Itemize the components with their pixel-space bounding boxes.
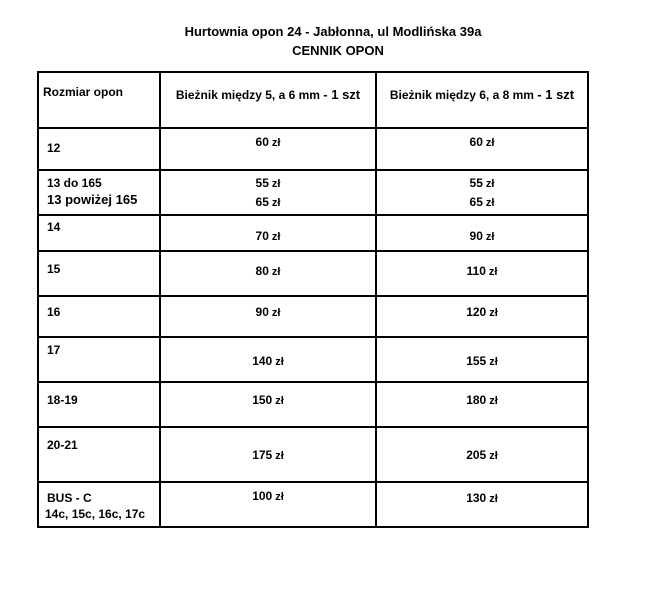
size-label: 17: [47, 343, 61, 357]
cell-size: [38, 482, 160, 527]
cell-price-tread-5-6: [160, 427, 376, 482]
price-value: 65: [255, 195, 269, 209]
price-line: [161, 195, 375, 209]
price-value: 100: [252, 489, 273, 503]
column-header-size-label: Rozmiar opon: [43, 85, 123, 99]
size-label: 16: [47, 305, 61, 319]
cell-price-tread-5-6: [160, 382, 376, 427]
price-line: [161, 176, 375, 190]
cell-price-tread-6-8: [376, 170, 588, 215]
cell-price-tread-5-6: [160, 482, 376, 527]
price-line: [161, 229, 375, 243]
size-label: 18-19: [47, 393, 78, 407]
currency-unit: zł: [489, 356, 498, 368]
cell-price-tread-6-8: [376, 215, 588, 251]
price-line: [377, 135, 587, 149]
price-value: 70: [255, 229, 269, 243]
price-value: 55: [255, 176, 269, 190]
cell-size: [38, 382, 160, 427]
size-label: 13 powiżej 165: [47, 192, 138, 207]
price-line: [161, 305, 375, 319]
size-label: 14c, 15c, 16c, 17c: [45, 507, 146, 521]
cell-size: [38, 337, 160, 382]
table-row: [38, 427, 588, 482]
table-row: [38, 251, 588, 296]
currency-unit: zł: [271, 137, 281, 149]
table-body: [38, 128, 588, 527]
column-header-tread-5-6-label: Bieżnik między 5, a 6 mm: [175, 88, 320, 102]
currency-unit: zł: [271, 231, 281, 243]
currency-unit: zł: [271, 197, 281, 209]
cell-size: [38, 215, 160, 251]
size-label: 15: [47, 262, 61, 276]
price-value: 55: [469, 176, 483, 190]
currency-unit: zł: [275, 491, 284, 503]
currency-unit: zł: [489, 395, 498, 407]
currency-unit: zł: [275, 356, 284, 368]
size-label: 20-21: [47, 438, 78, 452]
currency-unit: zł: [275, 395, 284, 407]
price-line: [161, 354, 375, 368]
table-row: [38, 296, 588, 337]
price-value: 130: [466, 491, 487, 505]
cell-price-tread-5-6: [160, 170, 376, 215]
size-label: 14: [47, 220, 61, 234]
cell-price-tread-5-6: [160, 215, 376, 251]
currency-unit: zł: [485, 231, 495, 243]
price-line: [377, 195, 587, 209]
currency-unit: zł: [489, 450, 498, 462]
price-line: [377, 305, 587, 319]
price-line: [161, 489, 375, 503]
currency-unit: zł: [488, 266, 498, 278]
cell-price-tread-6-8: [376, 337, 588, 382]
cell-size: [38, 128, 160, 170]
column-header-size: [38, 72, 160, 128]
currency-unit: zł: [275, 450, 284, 462]
price-value: 60: [469, 135, 483, 149]
price-table: [37, 71, 589, 528]
price-value: 120: [466, 305, 487, 319]
price-line: [377, 491, 587, 505]
price-line: [161, 264, 375, 278]
cell-size: [38, 296, 160, 337]
price-line: [161, 448, 375, 462]
currency-unit: zł: [485, 137, 495, 149]
cell-price-tread-6-8: [376, 251, 588, 296]
price-line: [161, 135, 375, 149]
currency-unit: zł: [271, 307, 281, 319]
column-header-tread-5-6: [160, 72, 376, 128]
price-line: [377, 448, 587, 462]
price-value: 90: [469, 229, 483, 243]
currency-unit: zł: [271, 178, 281, 190]
price-value: 90: [255, 305, 269, 319]
size-label: 13 do 165: [47, 176, 102, 190]
size-label: 12: [47, 141, 61, 155]
table-row: [38, 337, 588, 382]
cell-price-tread-6-8: [376, 296, 588, 337]
currency-unit: zł: [485, 197, 495, 209]
price-line: [377, 229, 587, 243]
cell-size: [38, 251, 160, 296]
price-line: [377, 264, 587, 278]
cell-price-tread-5-6: [160, 128, 376, 170]
cell-price-tread-6-8: [376, 128, 588, 170]
price-value: 65: [469, 195, 483, 209]
price-value: 60: [255, 135, 269, 149]
cell-price-tread-6-8: [376, 427, 588, 482]
price-value: 205: [466, 448, 487, 462]
price-line: [161, 393, 375, 407]
page-subtitle: CENNIK OPON: [292, 43, 384, 58]
price-line: [377, 393, 587, 407]
cell-price-tread-5-6: [160, 296, 376, 337]
page-title: Hurtownia opon 24 - Jabłonna, ul Modlińska 39a: [184, 24, 482, 39]
price-value: 150: [252, 393, 273, 407]
price-value: 180: [466, 393, 487, 407]
cell-price-tread-5-6: [160, 251, 376, 296]
currency-unit: zł: [489, 307, 498, 319]
column-header-tread-5-6-qty: - 1 szt: [323, 87, 361, 102]
cell-price-tread-6-8: [376, 482, 588, 527]
price-value: 155: [466, 354, 487, 368]
currency-unit: zł: [485, 178, 495, 190]
cell-price-tread-6-8: [376, 382, 588, 427]
table-row: [38, 382, 588, 427]
currency-unit: zł: [489, 493, 498, 505]
table-row: [38, 215, 588, 251]
price-value: 175: [252, 448, 273, 462]
price-value: 140: [252, 354, 273, 368]
price-line: [377, 354, 587, 368]
table-row: [38, 170, 588, 215]
cell-size: [38, 427, 160, 482]
table-row: [38, 482, 588, 527]
price-line: [377, 176, 587, 190]
currency-unit: zł: [271, 266, 281, 278]
price-value: 80: [255, 264, 269, 278]
size-label: BUS - C: [47, 491, 92, 505]
cell-size: [38, 170, 160, 215]
column-header-tread-6-8-qty: - 1 szt: [537, 87, 575, 102]
price-value: 110: [466, 264, 486, 278]
cell-price-tread-5-6: [160, 337, 376, 382]
table-row: [38, 128, 588, 170]
column-header-tread-6-8: [376, 72, 588, 128]
table-header-row: [38, 72, 588, 128]
column-header-tread-6-8-label: Bieżnik między 6, a 8 mm: [389, 88, 534, 102]
